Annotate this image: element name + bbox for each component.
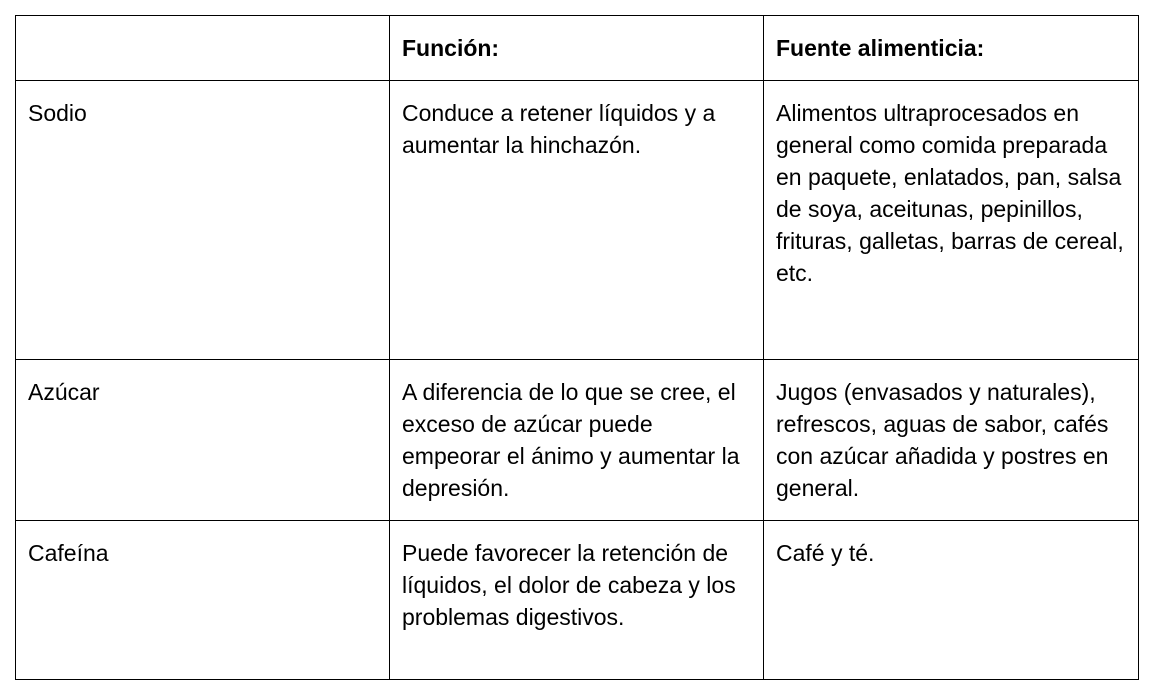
function-cell: Puede favorecer la retención de líquidos, el dolor de cabeza y los problemas digestivos.: [390, 521, 764, 680]
function-cell: A diferencia de lo que se cree, el exceso de azúcar puede empeorar el ánimo y aumentar la depresión.: [390, 360, 764, 521]
header-function: Función:: [390, 16, 764, 81]
nutrient-cell: Cafeína: [16, 521, 390, 680]
table-row: [16, 81, 1139, 360]
table-row: [16, 521, 1139, 680]
table-row: [16, 360, 1139, 521]
nutrient-cell: Azúcar: [16, 360, 390, 521]
header-food-source: Fuente alimenticia:: [764, 16, 1139, 81]
nutrient-cell: Sodio: [16, 81, 390, 360]
food-source-cell: Jugos (envasados y naturales), refrescos, aguas de sabor, cafés con azúcar añadida y postres en general.: [764, 360, 1139, 521]
table-header-row: [16, 16, 1139, 81]
header-empty-cell: [16, 16, 390, 81]
function-cell: Conduce a retener líquidos y a aumentar la hinchazón.: [390, 81, 764, 360]
food-source-cell: Alimentos ultraprocesados en general como comida preparada en paquete, enlatados, pan, salsa de soya, aceitunas, pepinillos, frituras, galletas, barras de cereal, etc.: [764, 81, 1139, 360]
nutrients-table: [15, 15, 1139, 680]
food-source-cell: Café y té.: [764, 521, 1139, 680]
